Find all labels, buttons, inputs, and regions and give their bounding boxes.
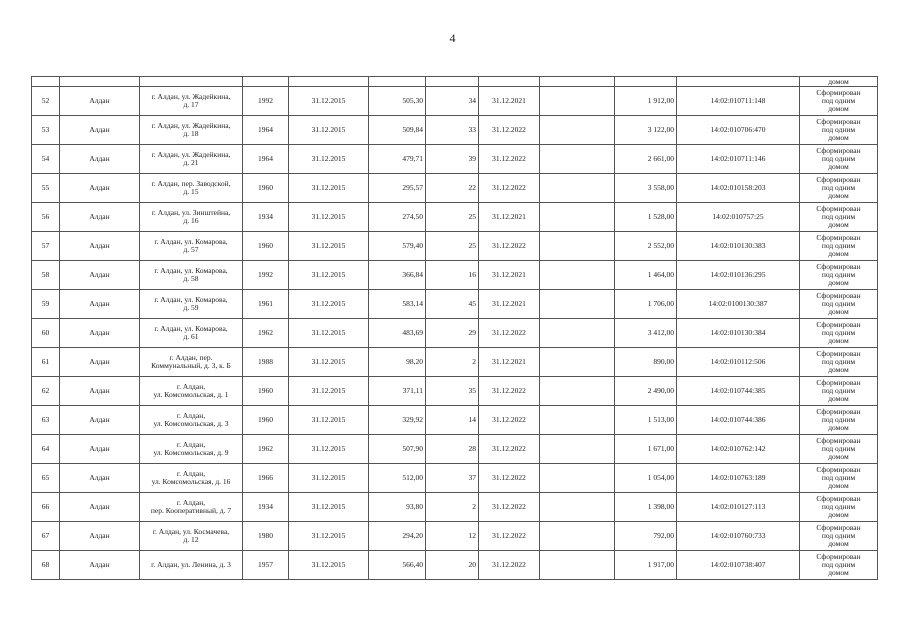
cell-cadastral-number: 14:02:010711:148 [677, 87, 800, 116]
cell-area: 93,80 [369, 493, 426, 522]
cell-residents: 29 [426, 319, 479, 348]
cell-status: Сформирован под одним домом [800, 290, 878, 319]
cell-area: 274,50 [369, 203, 426, 232]
cell-land-area: 1 398,00 [615, 493, 677, 522]
cell-land-area: 890,00 [615, 348, 677, 377]
table-row [32, 464, 878, 493]
table-row [32, 203, 878, 232]
cell-status: Сформирован под одним домом [800, 464, 878, 493]
cell-status: Сформирован под одним домом [800, 377, 878, 406]
cell-year-built: 1964 [243, 145, 289, 174]
cell-land-area: 2 490,00 [615, 377, 677, 406]
cell-status: Сформирован под одним домом [800, 348, 878, 377]
cell-row-number: 68 [32, 551, 60, 580]
cell-residents: 14 [426, 406, 479, 435]
cell-residents: 37 [426, 464, 479, 493]
cell-resettlement-date: 31.12.2022 [479, 493, 540, 522]
cell-date-recognized: 31.12.2015 [289, 464, 369, 493]
page-number: 4 [449, 31, 456, 45]
cell-cadastral-number: 14:02:010706:470 [677, 116, 800, 145]
cell-year-built: 1966 [243, 464, 289, 493]
cell-settlement: Алдан [60, 261, 140, 290]
cell-cadastral-number: 14:02:010763:189 [677, 464, 800, 493]
table-row [32, 261, 878, 290]
cell-empty [60, 77, 140, 87]
cell-land-area: 2 661,00 [615, 145, 677, 174]
cell-land-area: 2 552,00 [615, 232, 677, 261]
cell-cadastral-number: 14:02:010158:203 [677, 174, 800, 203]
cell-empty [426, 77, 479, 87]
cell-year-built: 1960 [243, 406, 289, 435]
cell-area: 366,84 [369, 261, 426, 290]
cell-empty [540, 493, 615, 522]
cell-settlement: Алдан [60, 319, 140, 348]
cell-cadastral-number: 14:02:0100130:387 [677, 290, 800, 319]
cell-resettlement-date: 31.12.2022 [479, 319, 540, 348]
cell-cadastral-number: 14:02:010744:386 [677, 406, 800, 435]
cell-year-built: 1934 [243, 203, 289, 232]
cell-settlement: Алдан [60, 435, 140, 464]
table-row [32, 493, 878, 522]
cell-land-area: 792,00 [615, 522, 677, 551]
table-row [32, 145, 878, 174]
cell-address: г. Алдан, пер. Коммунальный, д. 3, к. Б [140, 348, 243, 377]
cell-empty [540, 77, 615, 87]
cell-settlement: Алдан [60, 232, 140, 261]
cell-year-built: 1961 [243, 290, 289, 319]
cell-year-built: 1960 [243, 377, 289, 406]
cell-year-built: 1988 [243, 348, 289, 377]
table-row [32, 87, 878, 116]
cell-row-number: 62 [32, 377, 60, 406]
cell-status: Сформирован под одним домом [800, 232, 878, 261]
cell-empty [540, 261, 615, 290]
cell-settlement: Алдан [60, 203, 140, 232]
cell-address: г. Алдан, ул. Комсомольская, д. 3 [140, 406, 243, 435]
cell-resettlement-date: 31.12.2022 [479, 377, 540, 406]
cell-land-area: 3 412,00 [615, 319, 677, 348]
cell-year-built: 1960 [243, 174, 289, 203]
cell-residents: 22 [426, 174, 479, 203]
housing-table [31, 76, 878, 580]
cell-address: г. Алдан, пер. Кооперативный, д. 7 [140, 493, 243, 522]
cell-area: 509,84 [369, 116, 426, 145]
cell-address: г. Алдан, ул. Жадейкина, д. 21 [140, 145, 243, 174]
cell-settlement: Алдан [60, 522, 140, 551]
cell-area: 566,40 [369, 551, 426, 580]
cell-area: 483,69 [369, 319, 426, 348]
cell-resettlement-date: 31.12.2021 [479, 290, 540, 319]
cell-address: г. Алдан, ул. Комсомольская, д. 9 [140, 435, 243, 464]
cell-row-number: 64 [32, 435, 60, 464]
cell-empty [540, 551, 615, 580]
cell-cadastral-number: 14:02:010127:113 [677, 493, 800, 522]
cell-date-recognized: 31.12.2015 [289, 145, 369, 174]
cell-empty [615, 77, 677, 87]
cell-resettlement-date: 31.12.2022 [479, 464, 540, 493]
cell-land-area: 1 917,00 [615, 551, 677, 580]
cell-empty [540, 290, 615, 319]
cell-address: г. Алдан, ул. Комарова, д. 59 [140, 290, 243, 319]
cell-residents: 34 [426, 87, 479, 116]
cell-residents: 35 [426, 377, 479, 406]
cell-status: Сформирован под одним домом [800, 319, 878, 348]
cell-settlement: Алдан [60, 116, 140, 145]
cell-row-number: 55 [32, 174, 60, 203]
cell-cadastral-number: 14:02:010762:142 [677, 435, 800, 464]
cell-year-built: 1962 [243, 435, 289, 464]
cell-area: 98,20 [369, 348, 426, 377]
cell-residents: 20 [426, 551, 479, 580]
cell-address: г. Алдан, ул. Жадейкина, д. 18 [140, 116, 243, 145]
table-row [32, 348, 878, 377]
cell-address: г. Алдан, ул. Комарова, д. 61 [140, 319, 243, 348]
cell-settlement: Алдан [60, 551, 140, 580]
cell-row-number: 61 [32, 348, 60, 377]
cell-empty [540, 435, 615, 464]
cell-settlement: Алдан [60, 377, 140, 406]
cell-settlement: Алдан [60, 290, 140, 319]
cell-resettlement-date: 31.12.2022 [479, 232, 540, 261]
cell-year-built: 1934 [243, 493, 289, 522]
cell-resettlement-date: 31.12.2021 [479, 203, 540, 232]
cell-empty [677, 77, 800, 87]
cell-cadastral-number: 14:02:010136:295 [677, 261, 800, 290]
cell-row-number: 52 [32, 87, 60, 116]
cell-row-number: 57 [32, 232, 60, 261]
continued-status-text: домом [800, 77, 878, 87]
cell-land-area: 1 513,00 [615, 406, 677, 435]
cell-settlement: Алдан [60, 406, 140, 435]
cell-date-recognized: 31.12.2015 [289, 348, 369, 377]
cell-empty [540, 522, 615, 551]
cell-date-recognized: 31.12.2015 [289, 116, 369, 145]
table-row [32, 116, 878, 145]
table-row [32, 174, 878, 203]
cell-date-recognized: 31.12.2015 [289, 203, 369, 232]
cell-row-number: 60 [32, 319, 60, 348]
table-row [32, 319, 878, 348]
cell-empty [540, 87, 615, 116]
cell-area: 479,71 [369, 145, 426, 174]
cell-empty [289, 77, 369, 87]
cell-address: г. Алдан, ул. Комарова, д. 57 [140, 232, 243, 261]
cell-residents: 2 [426, 493, 479, 522]
cell-residents: 39 [426, 145, 479, 174]
cell-status: Сформирован под одним домом [800, 203, 878, 232]
table-row [32, 551, 878, 580]
cell-cadastral-number: 14:02:010711:146 [677, 145, 800, 174]
cell-land-area: 1 464,00 [615, 261, 677, 290]
cell-year-built: 1957 [243, 551, 289, 580]
cell-resettlement-date: 31.12.2022 [479, 551, 540, 580]
cell-area: 505,30 [369, 87, 426, 116]
cell-resettlement-date: 31.12.2022 [479, 435, 540, 464]
cell-land-area: 1 054,00 [615, 464, 677, 493]
cell-date-recognized: 31.12.2015 [289, 261, 369, 290]
table-body [32, 77, 878, 580]
cell-residents: 28 [426, 435, 479, 464]
cell-empty [540, 145, 615, 174]
cell-cadastral-number: 14:02:010757:25 [677, 203, 800, 232]
cell-empty [540, 319, 615, 348]
cell-date-recognized: 31.12.2015 [289, 87, 369, 116]
cell-area: 294,20 [369, 522, 426, 551]
cell-empty [369, 77, 426, 87]
cell-address: г. Алдан, ул. Зинштейна, д. 16 [140, 203, 243, 232]
cell-resettlement-date: 31.12.2021 [479, 261, 540, 290]
cell-row-number: 59 [32, 290, 60, 319]
cell-empty [243, 77, 289, 87]
cell-settlement: Алдан [60, 87, 140, 116]
cell-status: Сформирован под одним домом [800, 87, 878, 116]
cell-status: Сформирован под одним домом [800, 406, 878, 435]
cell-year-built: 1960 [243, 232, 289, 261]
cell-empty [540, 377, 615, 406]
cell-address: г. Алдан, ул. Космачева, д. 12 [140, 522, 243, 551]
cell-area: 507,90 [369, 435, 426, 464]
cell-land-area: 1 912,00 [615, 87, 677, 116]
cell-residents: 16 [426, 261, 479, 290]
continuation-row [32, 77, 878, 87]
cell-land-area: 1 528,00 [615, 203, 677, 232]
cell-status: Сформирован под одним домом [800, 116, 878, 145]
cell-status: Сформирован под одним домом [800, 435, 878, 464]
cell-area: 295,57 [369, 174, 426, 203]
cell-cadastral-number: 14:02:010130:384 [677, 319, 800, 348]
cell-resettlement-date: 31.12.2022 [479, 116, 540, 145]
cell-status: Сформирован под одним домом [800, 261, 878, 290]
cell-land-area: 1 706,00 [615, 290, 677, 319]
cell-resettlement-date: 31.12.2022 [479, 522, 540, 551]
cell-residents: 12 [426, 522, 479, 551]
cell-year-built: 1962 [243, 319, 289, 348]
cell-row-number: 66 [32, 493, 60, 522]
cell-date-recognized: 31.12.2015 [289, 290, 369, 319]
cell-area: 583,14 [369, 290, 426, 319]
table-row [32, 232, 878, 261]
cell-date-recognized: 31.12.2015 [289, 406, 369, 435]
cell-cadastral-number: 14:02:010738:407 [677, 551, 800, 580]
cell-cadastral-number: 14:02:010112:506 [677, 348, 800, 377]
cell-address: г. Алдан, ул. Комарова, д. 58 [140, 261, 243, 290]
table-row [32, 290, 878, 319]
cell-empty [540, 232, 615, 261]
cell-resettlement-date: 31.12.2022 [479, 406, 540, 435]
cell-area: 512,00 [369, 464, 426, 493]
cell-address: г. Алдан, пер. Заводской, д. 15 [140, 174, 243, 203]
cell-empty [540, 464, 615, 493]
cell-year-built: 1964 [243, 116, 289, 145]
cell-empty [479, 77, 540, 87]
cell-row-number: 63 [32, 406, 60, 435]
cell-address: г. Алдан, ул. Ленина, д. 3 [140, 551, 243, 580]
cell-date-recognized: 31.12.2015 [289, 551, 369, 580]
cell-address: г. Алдан, ул. Комсомольская, д. 1 [140, 377, 243, 406]
cell-land-area: 3 558,00 [615, 174, 677, 203]
cell-status: Сформирован под одним домом [800, 145, 878, 174]
cell-date-recognized: 31.12.2015 [289, 435, 369, 464]
cell-residents: 25 [426, 203, 479, 232]
cell-settlement: Алдан [60, 464, 140, 493]
cell-date-recognized: 31.12.2015 [289, 174, 369, 203]
cell-empty [140, 77, 243, 87]
cell-residents: 45 [426, 290, 479, 319]
cell-empty [540, 348, 615, 377]
cell-land-area: 1 671,00 [615, 435, 677, 464]
cell-residents: 33 [426, 116, 479, 145]
table-row [32, 435, 878, 464]
cell-date-recognized: 31.12.2015 [289, 232, 369, 261]
cell-cadastral-number: 14:02:010760:733 [677, 522, 800, 551]
cell-status: Сформирован под одним домом [800, 522, 878, 551]
cell-row-number: 56 [32, 203, 60, 232]
cell-empty [540, 406, 615, 435]
cell-land-area: 3 122,00 [615, 116, 677, 145]
cell-year-built: 1980 [243, 522, 289, 551]
cell-empty [540, 116, 615, 145]
cell-status: Сформирован под одним домом [800, 551, 878, 580]
cell-empty [32, 77, 60, 87]
cell-cadastral-number: 14:02:010130:383 [677, 232, 800, 261]
cell-resettlement-date: 31.12.2021 [479, 87, 540, 116]
cell-settlement: Алдан [60, 493, 140, 522]
cell-area: 579,40 [369, 232, 426, 261]
cell-date-recognized: 31.12.2015 [289, 493, 369, 522]
table-row [32, 377, 878, 406]
cell-residents: 2 [426, 348, 479, 377]
cell-settlement: Алдан [60, 174, 140, 203]
table-row [32, 522, 878, 551]
cell-address: г. Алдан, ул. Жадейкина, д. 17 [140, 87, 243, 116]
cell-status: Сформирован под одним домом [800, 174, 878, 203]
cell-address: г. Алдан, ул. Комсомольская, д. 16 [140, 464, 243, 493]
cell-date-recognized: 31.12.2015 [289, 319, 369, 348]
cell-year-built: 1992 [243, 87, 289, 116]
cell-area: 329,92 [369, 406, 426, 435]
cell-row-number: 53 [32, 116, 60, 145]
cell-resettlement-date: 31.12.2022 [479, 174, 540, 203]
table-row [32, 406, 878, 435]
cell-area: 371,11 [369, 377, 426, 406]
cell-resettlement-date: 31.12.2021 [479, 348, 540, 377]
cell-row-number: 67 [32, 522, 60, 551]
cell-date-recognized: 31.12.2015 [289, 522, 369, 551]
cell-cadastral-number: 14:02:010744:385 [677, 377, 800, 406]
cell-empty [540, 174, 615, 203]
cell-status: Сформирован под одним домом [800, 493, 878, 522]
cell-resettlement-date: 31.12.2022 [479, 145, 540, 174]
cell-settlement: Алдан [60, 145, 140, 174]
cell-row-number: 65 [32, 464, 60, 493]
cell-row-number: 58 [32, 261, 60, 290]
cell-date-recognized: 31.12.2015 [289, 377, 369, 406]
cell-year-built: 1992 [243, 261, 289, 290]
cell-empty [540, 203, 615, 232]
cell-settlement: Алдан [60, 348, 140, 377]
cell-residents: 25 [426, 232, 479, 261]
cell-row-number: 54 [32, 145, 60, 174]
